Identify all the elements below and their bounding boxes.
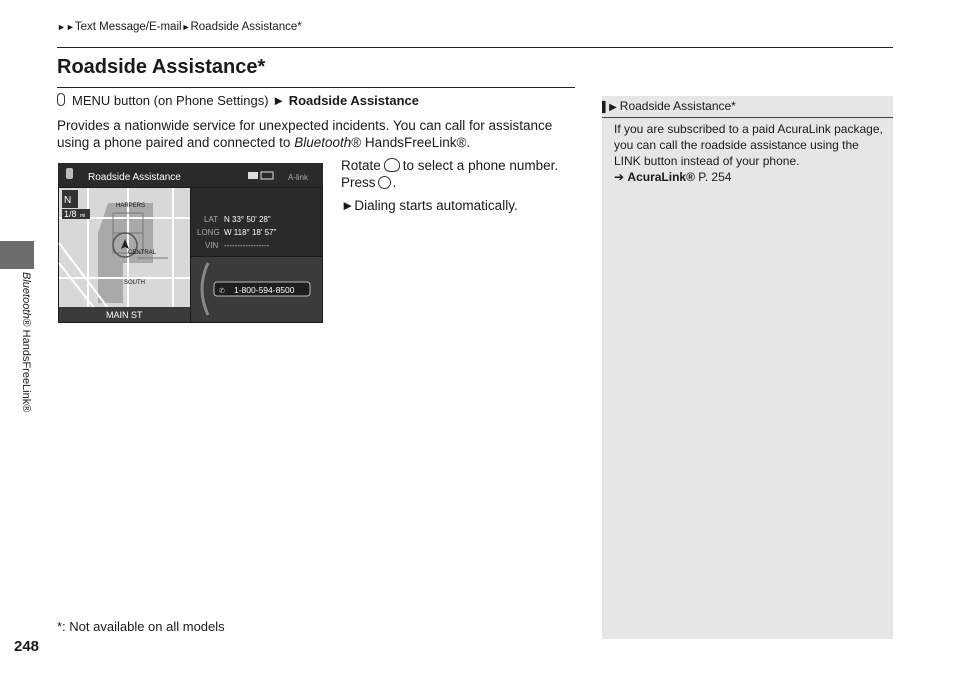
phone-icon: [66, 168, 73, 179]
section-label-bluetooth: Bluetooth: [20, 272, 32, 319]
reference-arrow-icon: ➔: [614, 170, 625, 184]
side-note-text: If you are subscribed to a paid AcuraLink package, you can call the roadside assistance using the LINK button instead of your phone.: [614, 122, 883, 168]
map-scale-unit: mi: [80, 213, 86, 219]
breadcrumb-item-text-message[interactable]: Text Message/E-mail: [74, 21, 182, 33]
triangle-right-icon: ►: [272, 93, 286, 108]
menu-path: [57, 93, 419, 108]
enter-button-icon: [378, 176, 391, 189]
title-divider: [57, 87, 575, 88]
nav-screen-image: [58, 163, 323, 323]
page-number: 248: [14, 638, 40, 655]
nav-screen-illustration: [58, 163, 323, 323]
breadcrumb-item-roadside[interactable]: Roadside Assistance*: [190, 21, 302, 33]
triangle-right-icon: ►: [181, 22, 191, 32]
side-note-title: Roadside Assistance*: [619, 99, 736, 113]
long-label: LONG: [197, 228, 220, 237]
description-text-end: ® HandsFreeLink®.: [351, 135, 471, 150]
section-tab: [0, 241, 34, 269]
lat-label: LAT: [204, 215, 219, 224]
phone-call-icon: ✆: [219, 288, 225, 295]
breadcrumb: [57, 21, 302, 33]
step1-press: Press: [341, 175, 376, 190]
note-icon: ▌▶: [602, 102, 617, 113]
step2-text: Dialing starts automatically.: [354, 198, 518, 213]
step-2: [341, 197, 581, 214]
interface-dial-icon: [384, 158, 400, 172]
description-text: Provides a nationwide service for unexpected incidents. You can call for assistance using a phone paired and connected to: [57, 118, 553, 150]
step1-period: .: [392, 175, 397, 190]
side-note: [602, 96, 893, 639]
section-label: [18, 272, 34, 442]
footnote: *: Not available on all models: [57, 619, 225, 634]
triangle-right-icon: ►►: [57, 22, 75, 32]
menu-path-target: Roadside Assistance: [288, 93, 419, 108]
step1-select: to select a phone number.: [402, 158, 559, 173]
long-value: W 118° 18' 57": [224, 228, 277, 237]
vin-label: VIN: [205, 241, 219, 250]
screen-header: Roadside Assistance: [88, 172, 181, 183]
street-main: MAIN ST: [106, 310, 143, 320]
reference-link[interactable]: AcuraLink®: [627, 170, 695, 184]
street-south: SOUTH: [124, 280, 145, 286]
description: [57, 117, 577, 151]
vin-value: -----------------: [224, 241, 270, 250]
triangle-right-icon: ►: [341, 198, 355, 213]
street-harpers: HARPERS: [116, 203, 146, 209]
step-1: [341, 157, 581, 191]
reference-page: P. 254: [694, 170, 732, 184]
street-central: CENTRAL: [128, 250, 157, 256]
top-divider: [57, 47, 893, 48]
side-note-body: [614, 121, 884, 185]
step1-rotate: Rotate: [341, 158, 381, 173]
lat-value: N 33° 50' 28": [224, 215, 271, 224]
map-scale: 1/8: [64, 209, 77, 219]
steps: [341, 157, 581, 214]
screen-header-right: A-link: [288, 173, 309, 182]
signal-icon: [248, 172, 258, 179]
phone-number: 1-800-594-8500: [234, 285, 295, 295]
menu-path-prefix: MENU button (on Phone Settings): [72, 93, 269, 108]
page-title: Roadside Assistance*: [57, 56, 266, 78]
side-note-heading: [602, 96, 893, 118]
svg-text:N: N: [64, 195, 72, 206]
description-bluetooth: Bluetooth: [294, 135, 352, 150]
menu-button-icon: [57, 93, 65, 106]
section-label-rest: ® HandsFreeLink®: [20, 318, 32, 413]
